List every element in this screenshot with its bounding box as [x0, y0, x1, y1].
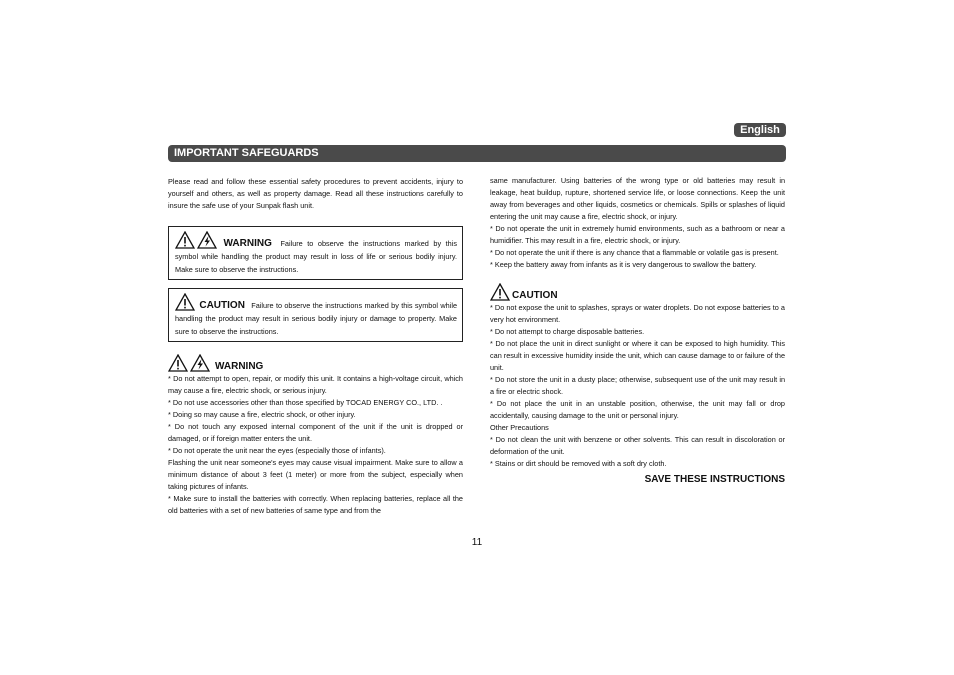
list-item: Other Precautions	[490, 423, 549, 432]
warning-section-heading	[168, 352, 463, 372]
list-item: * Do not clean the unit with benzene or other solvents. This can result in discoloration or deformation of the unit.	[490, 435, 785, 456]
left-column	[168, 176, 463, 517]
list-item: * Do not place the unit in direct sunlight or where it can be exposed to high humidity. This can result in excessive humidity inside the unit, which can cause damage to or failure of the unit.	[490, 339, 785, 372]
exclamation-triangle-icon	[175, 231, 195, 249]
list-item: * Do not operate the unit near the eyes (especially those of infants).	[168, 446, 386, 455]
page-number: 11	[471, 537, 483, 548]
list-item: same manufacturer. Using batteries of the wrong type or old batteries may result in leakage, heat buildup, rupture, shortened service life, or loose connections. Keep the unit away from beverages and other liquids, cosmetics or chemicals. Spills or splashes of liquid entering the unit may cause a fire, electric shock, or injury.	[490, 176, 785, 221]
list-item: * Do not attempt to open, repair, or modify this unit. It contains a high-voltage circuit, which may cause a fire, electric shock, or serious injury.	[168, 374, 463, 395]
caution-box-title: CAUTION	[199, 300, 245, 311]
right-column	[490, 175, 785, 485]
caution-box	[168, 288, 463, 342]
lightning-triangle-icon	[197, 231, 217, 249]
lightning-triangle-icon	[190, 354, 210, 372]
exclamation-triangle-icon	[490, 283, 510, 301]
list-item: * Make sure to install the batteries with correctly. When replacing batteries, replace all the old batteries with a set of new batteries of same type and from the	[168, 494, 463, 515]
list-item: Flashing the unit near someone's eyes may cause visual impairment. Make sure to allow a minimum distance of about 3 feet (1 meter) or more from the subject, especially when taking pictures of infants.	[168, 458, 463, 491]
section-title: IMPORTANT SAFEGUARDS	[174, 147, 319, 159]
list-item: * Keep the battery away from infants as it is very dangerous to swallow the battery.	[490, 260, 757, 269]
list-item: * Doing so may cause a fire, electric shock, or other injury.	[168, 410, 356, 419]
exclamation-triangle-icon	[175, 293, 195, 311]
warning-box-body: Failure to observe the instructions marked by this symbol while handling the product may result in loss of life or serious bodily injury. Make sure to observe the instructions.	[175, 239, 458, 274]
caution-section-title: CAUTION	[512, 290, 558, 301]
caution-box-text	[175, 293, 457, 338]
list-item: * Do not use accessories other than those specified by TOCAD ENERGY CO., LTD. .	[168, 398, 443, 407]
list-item: * Do not operate the unit if there is any chance that a flammable or volatile gas is present.	[490, 248, 779, 257]
caution-box-body: Failure to observe the instructions marked by this symbol while handling the product may result in serious bodily injury or damage to property. Make sure to observe the instructions.	[175, 301, 457, 336]
language-tab: English	[734, 123, 786, 137]
save-instructions-note: SAVE THESE INSTRUCTIONS	[644, 474, 785, 485]
exclamation-triangle-icon	[168, 354, 188, 372]
list-item: * Do not place the unit in an unstable position, otherwise, the unit may fall or drop accidentally, causing damage to the unit or personal injury.	[490, 399, 785, 420]
warning-section-title: WARNING	[215, 361, 264, 372]
list-item: * Do not operate the unit in extremely humid environments, such as a bathroom or near a humidifier. This may result in a fire, electric shock, or injury.	[490, 224, 785, 245]
list-item: * Stains or dirt should be removed with a soft dry cloth.	[490, 459, 667, 468]
section-title-bar	[168, 145, 786, 162]
list-item: * Do not store the unit in a dusty place; otherwise, subsequent use of the unit may result in a fire or electric shock.	[490, 375, 785, 396]
list-item: * Do not touch any exposed internal component of the unit if the unit is dropped or damaged, or if foreign matter enters the unit.	[168, 422, 463, 443]
warning-box	[168, 226, 463, 280]
warning-box-text	[175, 231, 457, 276]
list-item: * Do not expose the unit to splashes, sprays or water droplets. Do not expose batteries to a very hot environment.	[490, 303, 785, 324]
caution-section-heading	[490, 281, 785, 301]
warning-box-title: WARNING	[223, 238, 272, 249]
list-item: * Do not attempt to charge disposable batteries.	[490, 327, 645, 336]
intro-paragraph: Please read and follow these essential safety procedures to prevent accidents, injury to yourself and others, as well as property damage. Read all these instructions carefully to insure the safe use of your Sunpak flash unit.	[168, 177, 463, 210]
